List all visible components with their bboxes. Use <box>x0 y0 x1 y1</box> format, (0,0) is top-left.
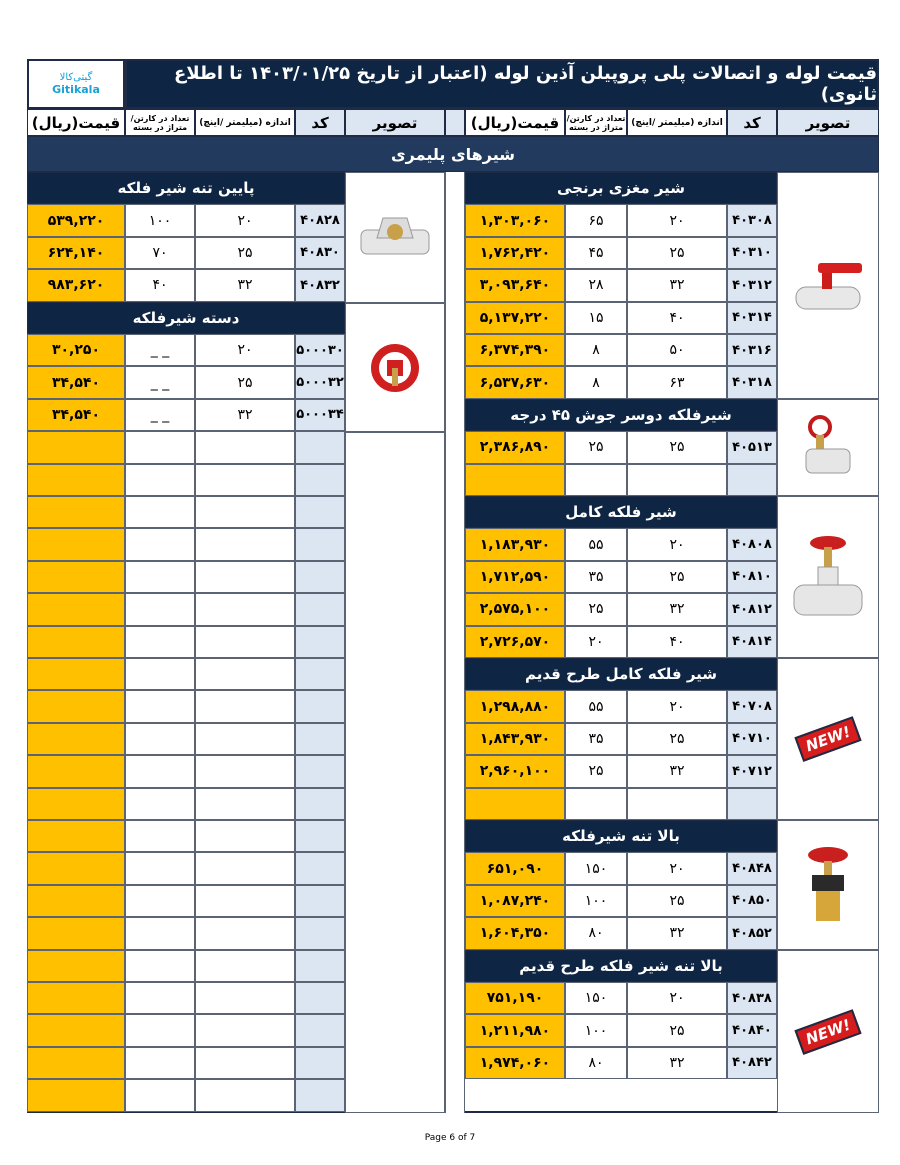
empty-code-cell <box>295 626 345 658</box>
qty-cell <box>565 464 627 496</box>
empty-size-cell <box>195 788 295 820</box>
qty-cell: ۳۵ <box>565 723 627 755</box>
code-cell <box>727 788 777 820</box>
empty-price-cell <box>27 950 125 982</box>
size-cell: ۲۵ <box>627 723 727 755</box>
empty-size-cell <box>195 528 295 560</box>
empty-code-cell <box>295 561 345 593</box>
code-cell: ۴۰۷۰۸ <box>727 690 777 722</box>
empty-code-cell <box>295 431 345 463</box>
empty-price-cell <box>27 496 125 528</box>
gate-valve-icon <box>788 527 868 627</box>
section-title: شیرفلکه دوسر جوش ۴۵ درجه <box>465 399 777 431</box>
image-valve-bonnet <box>777 820 879 950</box>
ball-valve-icon <box>788 251 868 321</box>
empty-code-cell <box>295 1014 345 1046</box>
lower-body-icon <box>355 208 435 268</box>
empty-size-cell <box>195 982 295 1014</box>
angle-valve-icon <box>798 413 858 483</box>
empty-code-cell <box>295 528 345 560</box>
empty-code-cell <box>295 950 345 982</box>
empty-size-cell <box>195 885 295 917</box>
price-cell: ۱,۷۱۲,۵۹۰ <box>465 561 565 593</box>
qty-cell: ۲۵ <box>565 593 627 625</box>
header-qty-left: تعداد در کارتن/ متراژ در بسته <box>125 109 195 136</box>
image-empty <box>345 432 445 1113</box>
empty-code-cell <box>295 1047 345 1079</box>
empty-size-cell <box>195 496 295 528</box>
section-title: بالا تنه شیرفلکه <box>465 820 777 852</box>
size-cell: ۲۵ <box>627 431 727 463</box>
code-cell: ۴۰۳۱۶ <box>727 334 777 366</box>
price-cell: ۶,۵۳۷,۶۳۰ <box>465 366 565 398</box>
size-cell: ۲۵ <box>627 885 727 917</box>
code-cell <box>727 464 777 496</box>
size-cell: ۴۰ <box>627 302 727 334</box>
code-cell: ۵۰۰۰۳۰ <box>295 334 345 366</box>
image-valve-handle <box>345 303 445 432</box>
new-badge: NEW! <box>794 1009 861 1055</box>
empty-size-cell <box>195 1014 295 1046</box>
logo-persian: گیتی‌کالا <box>59 72 93 83</box>
price-cell <box>465 464 565 496</box>
size-cell: ۲۵ <box>627 561 727 593</box>
empty-code-cell <box>295 820 345 852</box>
size-cell: ۲۰ <box>627 852 727 884</box>
image-45-valve <box>777 399 879 496</box>
size-cell <box>627 464 727 496</box>
price-cell: ۱,۹۷۴,۰۶۰ <box>465 1047 565 1079</box>
qty-cell: ۱۵ <box>565 302 627 334</box>
code-cell: ۴۰۸۴۲ <box>727 1047 777 1079</box>
code-cell: ۴۰۷۱۲ <box>727 755 777 787</box>
empty-qty-cell <box>125 917 195 949</box>
qty-cell <box>565 788 627 820</box>
size-cell: ۳۲ <box>627 1047 727 1079</box>
section-title: پایین تنه شیر فلکه <box>27 172 345 204</box>
empty-price-cell <box>27 820 125 852</box>
empty-size-cell <box>195 755 295 787</box>
code-cell: ۴۰۸۴۰ <box>727 1014 777 1046</box>
price-cell <box>465 788 565 820</box>
empty-qty-cell <box>125 1047 195 1079</box>
empty-code-cell <box>295 723 345 755</box>
empty-price-cell <box>27 593 125 625</box>
section-title: بالا تنه شیر فلکه طرح قدیم <box>465 950 777 982</box>
price-cell: ۶۲۴,۱۴۰ <box>27 237 125 269</box>
empty-qty-cell <box>125 690 195 722</box>
section-title: شیر فلکه کامل <box>465 496 777 528</box>
price-cell: ۲,۵۷۵,۱۰۰ <box>465 593 565 625</box>
logo-latin: Gitikala <box>52 83 100 96</box>
empty-size-cell <box>195 593 295 625</box>
empty-code-cell <box>295 464 345 496</box>
price-cell: ۹۸۳,۶۲۰ <box>27 269 125 301</box>
code-cell: ۴۰۳۱۸ <box>727 366 777 398</box>
header-gap <box>445 109 465 136</box>
empty-qty-cell <box>125 1079 195 1111</box>
size-cell: ۲۵ <box>195 366 295 398</box>
empty-size-cell <box>195 852 295 884</box>
header-size-right: اندازه (میلیمتر /اینچ) <box>627 109 727 136</box>
empty-price-cell <box>27 982 125 1014</box>
code-cell: ۴۰۸۴۸ <box>727 852 777 884</box>
code-cell: ۵۰۰۰۳۲ <box>295 366 345 398</box>
empty-price-cell <box>27 852 125 884</box>
code-cell: ۴۰۳۱۲ <box>727 269 777 301</box>
qty-cell: ۵۵ <box>565 690 627 722</box>
qty-cell: ۸ <box>565 334 627 366</box>
header-image-right: تصویر <box>777 109 879 136</box>
code-cell: ۴۰۸۰۸ <box>727 528 777 560</box>
qty-cell: ۳۵ <box>565 561 627 593</box>
size-cell: ۲۵ <box>627 1014 727 1046</box>
empty-size-cell <box>195 658 295 690</box>
gitikala-logo <box>27 59 125 109</box>
empty-size-cell <box>195 820 295 852</box>
price-cell: ۲,۳۸۶,۸۹۰ <box>465 431 565 463</box>
qty-cell: ۶۵ <box>565 204 627 236</box>
empty-price-cell <box>27 788 125 820</box>
empty-code-cell <box>295 755 345 787</box>
empty-price-cell <box>27 626 125 658</box>
price-cell: ۵,۱۳۷,۲۲۰ <box>465 302 565 334</box>
header-code-left: کد <box>295 109 345 136</box>
empty-price-cell <box>27 1047 125 1079</box>
image-brass-ball-valve <box>777 172 879 399</box>
size-cell: ۶۳ <box>627 366 727 398</box>
size-cell: ۳۲ <box>627 269 727 301</box>
empty-price-cell <box>27 431 125 463</box>
empty-code-cell <box>295 788 345 820</box>
empty-qty-cell <box>125 820 195 852</box>
image-full-gate-valve <box>777 496 879 658</box>
price-cell: ۱,۷۶۲,۴۲۰ <box>465 237 565 269</box>
image-old-bonnet <box>777 950 879 1113</box>
page-footer: Page 6 of 7 <box>424 1133 476 1143</box>
size-cell: ۲۰ <box>195 334 295 366</box>
size-cell: ۲۰ <box>627 982 727 1014</box>
empty-code-cell <box>295 593 345 625</box>
empty-price-cell <box>27 528 125 560</box>
qty-cell: ۱۵۰ <box>565 852 627 884</box>
empty-price-cell <box>27 690 125 722</box>
price-cell: ۳۴,۵۴۰ <box>27 399 125 431</box>
size-cell: ۲۵ <box>627 237 727 269</box>
qty-cell: ۱۰۰ <box>125 204 195 236</box>
empty-price-cell <box>27 1079 125 1111</box>
empty-code-cell <box>295 1079 345 1111</box>
empty-size-cell <box>195 464 295 496</box>
image-old-design-valve <box>777 658 879 820</box>
empty-code-cell <box>295 690 345 722</box>
code-cell: ۴۰۳۱۴ <box>727 302 777 334</box>
price-cell: ۳۴,۵۴۰ <box>27 366 125 398</box>
empty-price-cell <box>27 885 125 917</box>
qty-cell: ۸۰ <box>565 1047 627 1079</box>
empty-price-cell <box>27 723 125 755</box>
code-cell: ۵۰۰۰۳۴ <box>295 399 345 431</box>
new-badge: NEW! <box>794 716 861 762</box>
header-code-right: کد <box>727 109 777 136</box>
section-title: شیر فلکه کامل طرح قدیم <box>465 658 777 690</box>
size-cell: ۲۰ <box>195 204 295 236</box>
code-cell: ۴۰۵۱۳ <box>727 431 777 463</box>
empty-size-cell <box>195 561 295 593</box>
empty-qty-cell <box>125 982 195 1014</box>
empty-price-cell <box>27 561 125 593</box>
empty-qty-cell <box>125 464 195 496</box>
empty-qty-cell <box>125 431 195 463</box>
size-cell: ۳۲ <box>195 399 295 431</box>
code-cell: ۴۰۸۳۸ <box>727 982 777 1014</box>
price-cell: ۳,۰۹۳,۶۴۰ <box>465 269 565 301</box>
price-cell: ۵۳۹,۲۲۰ <box>27 204 125 236</box>
header-image-left: تصویر <box>345 109 445 136</box>
header-price-right: قیمت(ریال) <box>465 109 565 136</box>
size-cell: ۵۰ <box>627 334 727 366</box>
empty-code-cell <box>295 917 345 949</box>
qty-cell: ۴۰ <box>125 269 195 301</box>
bonnet-icon <box>798 835 858 935</box>
header-qty-right: تعداد در کارتن/ متراژ در بسته <box>565 109 627 136</box>
empty-price-cell <box>27 464 125 496</box>
empty-price-cell <box>27 658 125 690</box>
header-size-left: اندازه (میلیمتر /اینچ) <box>195 109 295 136</box>
empty-code-cell <box>295 658 345 690</box>
price-cell: ۳۰,۲۵۰ <box>27 334 125 366</box>
empty-price-cell <box>27 1014 125 1046</box>
empty-qty-cell <box>125 950 195 982</box>
empty-qty-cell <box>125 1014 195 1046</box>
size-cell: ۲۵ <box>195 237 295 269</box>
code-cell: ۴۰۸۵۲ <box>727 917 777 949</box>
handle-icon <box>365 338 425 398</box>
size-cell: ۲۰ <box>627 690 727 722</box>
image-lower-body <box>345 172 445 303</box>
section-title: دسته شیرفلکه <box>27 302 345 334</box>
empty-size-cell <box>195 917 295 949</box>
price-cell: ۱,۲۹۸,۸۸۰ <box>465 690 565 722</box>
size-cell: ۳۲ <box>195 269 295 301</box>
size-cell: ۲۰ <box>627 528 727 560</box>
empty-size-cell <box>195 1079 295 1111</box>
qty-cell: _ _ <box>125 366 195 398</box>
empty-price-cell <box>27 917 125 949</box>
size-cell: ۴۰ <box>627 626 727 658</box>
qty-cell: ۲۵ <box>565 755 627 787</box>
empty-size-cell <box>195 1047 295 1079</box>
empty-qty-cell <box>125 561 195 593</box>
price-cell: ۶۵۱,۰۹۰ <box>465 852 565 884</box>
empty-qty-cell <box>125 723 195 755</box>
empty-qty-cell <box>125 528 195 560</box>
empty-size-cell <box>195 626 295 658</box>
qty-cell: ۲۵ <box>565 431 627 463</box>
code-cell: ۴۰۸۲۸ <box>295 204 345 236</box>
code-cell: ۴۰۸۱۰ <box>727 561 777 593</box>
empty-size-cell <box>195 723 295 755</box>
price-cell: ۱,۶۰۴,۳۵۰ <box>465 917 565 949</box>
empty-qty-cell <box>125 593 195 625</box>
price-cell: ۶,۳۷۴,۳۹۰ <box>465 334 565 366</box>
size-cell <box>627 788 727 820</box>
price-cell: ۱,۳۰۳,۰۶۰ <box>465 204 565 236</box>
qty-cell: ۱۵۰ <box>565 982 627 1014</box>
section-title: شیر مغزی برنجی <box>465 172 777 204</box>
code-cell: ۴۰۳۰۸ <box>727 204 777 236</box>
qty-cell: _ _ <box>125 334 195 366</box>
qty-cell: ۱۰۰ <box>565 1014 627 1046</box>
code-cell: ۴۰۷۱۰ <box>727 723 777 755</box>
empty-size-cell <box>195 950 295 982</box>
size-cell: ۲۰ <box>627 204 727 236</box>
empty-code-cell <box>295 852 345 884</box>
price-cell: ۷۵۱,۱۹۰ <box>465 982 565 1014</box>
size-cell: ۳۲ <box>627 593 727 625</box>
price-cell: ۲,۷۲۶,۵۷۰ <box>465 626 565 658</box>
qty-cell: _ _ <box>125 399 195 431</box>
qty-cell: ۲۸ <box>565 269 627 301</box>
empty-price-cell <box>27 755 125 787</box>
empty-size-cell <box>195 690 295 722</box>
size-cell: ۳۲ <box>627 917 727 949</box>
page-title: قیمت لوله و اتصالات پلی پروپیلن آذین لوله (اعتبار از تاریخ ۱۴۰۳/۰۱/۲۵ تا اطلاع ثانوی) <box>125 59 879 109</box>
empty-qty-cell <box>125 788 195 820</box>
qty-cell: ۸۰ <box>565 917 627 949</box>
qty-cell: ۵۵ <box>565 528 627 560</box>
price-cell: ۱,۰۸۷,۲۴۰ <box>465 885 565 917</box>
code-cell: ۴۰۸۱۴ <box>727 626 777 658</box>
column-divider <box>445 172 465 1113</box>
empty-qty-cell <box>125 658 195 690</box>
empty-qty-cell <box>125 885 195 917</box>
size-cell: ۳۲ <box>627 755 727 787</box>
empty-code-cell <box>295 982 345 1014</box>
empty-qty-cell <box>125 852 195 884</box>
price-cell: ۱,۱۸۳,۹۳۰ <box>465 528 565 560</box>
code-cell: ۴۰۸۱۲ <box>727 593 777 625</box>
qty-cell: ۴۵ <box>565 237 627 269</box>
empty-qty-cell <box>125 626 195 658</box>
empty-size-cell <box>195 431 295 463</box>
header-price-left: قیمت(ریال) <box>27 109 125 136</box>
code-cell: ۴۰۳۱۰ <box>727 237 777 269</box>
qty-cell: ۷۰ <box>125 237 195 269</box>
empty-code-cell <box>295 496 345 528</box>
qty-cell: ۱۰۰ <box>565 885 627 917</box>
empty-qty-cell <box>125 755 195 787</box>
code-cell: ۴۰۸۳۰ <box>295 237 345 269</box>
code-cell: ۴۰۸۳۲ <box>295 269 345 301</box>
price-cell: ۱,۸۴۳,۹۳۰ <box>465 723 565 755</box>
qty-cell: ۲۰ <box>565 626 627 658</box>
category-band: شیرهای پلیمری <box>27 136 879 172</box>
price-cell: ۱,۲۱۱,۹۸۰ <box>465 1014 565 1046</box>
code-cell: ۴۰۸۵۰ <box>727 885 777 917</box>
empty-qty-cell <box>125 496 195 528</box>
empty-code-cell <box>295 885 345 917</box>
price-cell: ۲,۹۶۰,۱۰۰ <box>465 755 565 787</box>
qty-cell: ۸ <box>565 366 627 398</box>
